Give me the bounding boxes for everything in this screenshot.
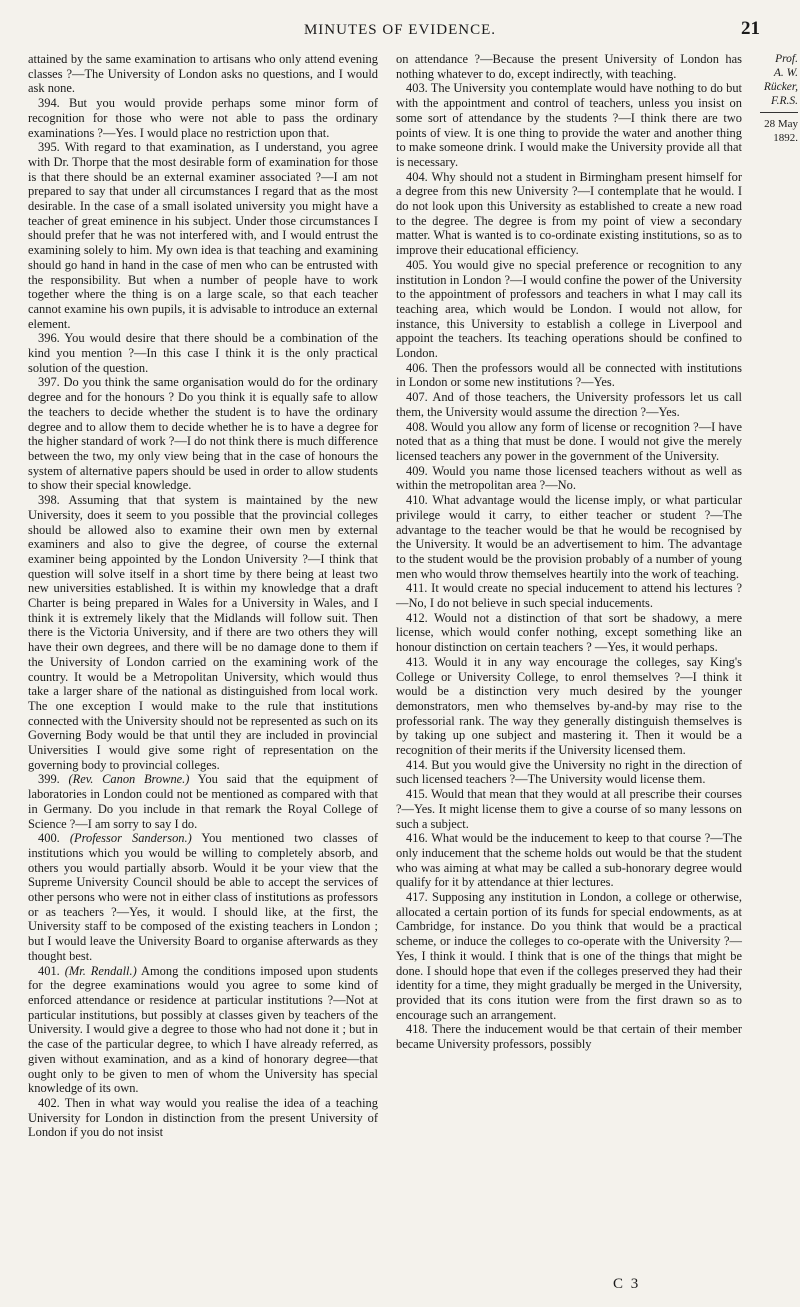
left-column [28,52,378,1140]
paragraph [396,655,742,758]
running-title: MINUTES OF EVIDENCE. [303,22,497,38]
question-number: 401. [38,963,65,978]
question-number: 400. [38,831,70,846]
paragraph [28,331,378,375]
paragraph-text: 407. And of those teachers, the University professors let us call them, the University would assume the direction ?—Yes. [396,390,742,419]
margin-rule [760,112,798,113]
paragraph [396,52,742,81]
paragraph [28,831,378,963]
paragraph-text: on attendance ?—Because the present University of London has nothing whatever to do, except indirectly, with teaching. [396,52,742,81]
paragraph [396,611,742,655]
right-column [396,52,742,1052]
paragraph-text: 398. Assuming that that system is maintained by the new University, does it seem to you possible that the provincial colleges should be allowed also to examine their own men by external examiners and also to give the degree, of course the external examiner being appointed by the London University ?—I think that question will solve itself in a short time by there being at least two new universities established. It is within my knowledge that a draft Charter is being prepared in Wales for a University in Wales, and I think it is extremely likely that the Midlands will follow suit. Then there is the Victoria University, and if there are two others they will have their own degrees, and there will be no damage done to them if the University of London carried on the examining work of the country. It would be a Metropolitan University, which would thus take a larger share of the national as distinguished from local work. The one exception I would make to the rule that institutions connected with the University should not be represented as such on its Governing Body would be that until they are included in provincial Universities I would give some right of representation on the governing body to provincial colleges. [28,493,378,772]
paragraph-text: 418. There the inducement would be that certain of their member became University professors, possibly [396,1022,742,1052]
paragraph [28,772,378,831]
paragraph [396,1022,742,1051]
paragraph-text: 412. Would not a distinction of that sort be shadowy, a mere license, which would confer nothing, except something like an honour distinction on certain teachers ? —Yes, it would perhaps. [396,610,742,655]
paragraph-text: 404. Why should not a student in Birmingham present himself for a degree from this new University ?—I contemplate that he would. I do not look upon this University as established to create a new road to the degree. The degree is from my point of view a secondary matter. What is wanted is to co-ordinate existing institutions, so as to improve their educational efficiency. [396,169,742,258]
paragraph [28,375,378,493]
speaker-name: (Rev. Canon Browne.) [68,772,190,787]
speaker-name: (Mr. Rendall.) [64,963,137,978]
paragraph [396,831,742,890]
paragraph [396,581,742,610]
speaker-name: (Professor Sanderson.) [69,831,192,846]
paragraph-text: 408. Would you allow any form of license or recognition ?—I have noted that as a thing that must be done. I would not give the merely licensed teachers any power in the government of the University. [396,419,742,463]
signature-mark: C 3 [613,1276,641,1292]
page-header [40,18,760,46]
paragraph-text: 406. Then the professors would all be connected with institutions in London or some new institutions ?—Yes. [396,360,742,390]
paragraph [396,258,742,361]
paragraph [28,964,378,1096]
paragraph-text: 395. With regard to that examination, as I understand, you agree with Dr. Thorpe that the most desirable form of examination for those is that there should be an external examiner associated ?—I am not prepared to say that under all circumstances I regard that as the most desirable. In the case of a small isolated university you might have a teacher of great eminence in his subject. Under those circumstances I should prefer that he was not interfered with, and I would entrust the examining solely to him. My own idea is that teaching and examining should go hand in hand in the case of men who can be entrusted with the responsibility. But when a number of people have to work together where the thing is on a large scale, so that each teacher cannot examine his own pupils, it is advisable to introduce an external element. [28,140,378,331]
paragraph-text: 416. What would be the inducement to keep to that course ?—The only inducement that the scheme holds out would be that the student who was aiming at what may be called a sub-honorary degree would qualify for it by attendance at thier lectures. [396,831,742,890]
margin-witness-honour: F.R.S. [771,95,798,107]
paragraph-text: 413. Would it in any way encourage the colleges, say King's College or University College, to enrol themselves ?—I think it would be a distinction very much desired by the younger demonstrators, men who themselves by-and-by may rise to the professorial rank. The way they generally distinguish themselves is by taking up one subject and mastering it. Then it would be a recognition of their merits if the University licensed them. [396,654,742,758]
paragraph-text: 415. Would that mean that they would at all prescribe their courses ?—Yes. It might license them to give a course of so many lessons on such a subject. [396,787,742,831]
margin-note [752,52,798,145]
paragraph [28,96,378,140]
paragraph [28,493,378,772]
paragraph-text: 414. But you would give the University no right in the direction of such licensed teachers ?—The University would license them. [396,757,742,787]
paragraph [396,758,742,787]
paragraph-text: 405. You would give no special preference or recognition to any institution in London ?—I would confine the power of the University to the appointment of professors and teachers in what I may call its teaching area, which would be London. I would not allow, for instance, this University to establish a college in Liverpool and appoint the teachers. Its teaching operations should be confined to London. [396,257,742,361]
paragraph [396,493,742,581]
paragraph [396,361,742,390]
paragraph-text: 394. But you would provide perhaps some minor form of recognition for those who were not able to pass the ordinary examinations ?—Yes. I would place no restriction upon that. [28,96,378,140]
paragraph-text: 417. Supposing any institution in London, a college or otherwise, allocated a certain portion of its funds for special endowments, as at Cambridge, for instance. Do you think that would be a practical scheme, or induce the colleges to co-operate with the University ?—Yes, I think it would. I think that is one of the things that might be done. I should hope that even if the colleges preserved they had their identity for a time, they might gradually be merged in the University, provided that its cons itution were from the first drawn so as to encourage such an arrangement. [396,890,742,1022]
paragraph [396,170,742,258]
paragraph-text: 397. Do you think the same organisation would do for the ordinary degree and for the honours ? Do you think it is equally safe to allow the teachers to decide whether the student is to have the ordinary degree and to allow them to decide whether he is to have a degree for the higher standard of work ?—I do not think there is much difference between the two, my only view being that in the case of honours the system of alternative papers should be used in order to allow students to show their special knowledge. [28,375,378,493]
paragraph-text: Among the conditions imposed upon students for the degree examinations would you agree to some kind of enforced attendance or residence at particular institutions ?—Not at particular institutions, but possibly at classes given by teachers of the University. I would give a degree to those who had not done it ; but in the case of the particular degree, to which I have already referred, as given without examination, and as a kind of honorary degree—that ought only to be given to men of whom the University has special knowledge of its own. [28,963,379,1096]
paragraph-text: You said that the equipment of laboratories in London could not be mentioned as compared with that in Germany. Do you include in that remark the Royal College of Science ?—I am sorry to say I do. [28,772,378,831]
paragraph-text: 402. Then in what way would you realise the idea of a teaching University for London in distinction from the present University of London if you do not insist [28,1095,378,1140]
paragraph [396,890,742,1022]
question-number: 399. [38,772,69,787]
margin-date: 28 May 1892. [764,118,798,144]
paragraph [28,140,378,331]
margin-witness-name: A. W. Rücker, [763,67,798,93]
paragraph [28,1096,378,1140]
paragraph-text: You mentioned two classes of institutions which you would be willing to completely absorb, and others you would partially absorb. Would it be your view that the Supreme University Council should be able to accept the services of other persons who were not in either class of institutions as professors or as teachers ?—Yes, it would. I should like, at the first, the University staff to be composed of the existing teachers in London ; but I would leave the University Board to organise afterwards as they thought best. [28,831,378,963]
paragraph-text: 409. Would you name those licensed teachers without as well as within the metropolitan area ?—No. [396,463,742,493]
paragraph [28,52,378,96]
paragraph [396,81,742,169]
paragraph-text: 396. You would desire that there should be a combination of the kind you mention ?—In this case I think it is the only practical solution of the question. [28,331,378,375]
margin-witness-title: Prof. [775,53,798,65]
paragraph [396,787,742,831]
paragraph-text: 403. The University you contemplate would have nothing to do but with the appointment and control of teachers, unless you insist on some sort of attendance by the students ?—I think there are two points of view. It is one thing to provide the water and another thing to make someone drink. I would make the University provide all that is necessary. [396,81,742,169]
paragraph-text: 410. What advantage would the license imply, or what particular privilege would it carry, to either teacher or student ?—The advantage to the teacher would be that he would be recognised by the University. It would be an advertisement to him. The advantage to the student would be the provision probably of a number of young men who would throw themselves heartily into the work of teaching. [396,493,742,581]
page-number: 21 [741,18,760,39]
paragraph-text: attained by the same examination to artisans who only attend evening classes ?—The University of London asks no questions, and I would ask none. [28,52,378,96]
paragraph [396,420,742,464]
paragraph [396,464,742,493]
paragraph [396,390,742,419]
paragraph-text: 411. It would create no special inducement to attend his lectures ?—No, I do not believe in such special inducements. [396,581,742,611]
